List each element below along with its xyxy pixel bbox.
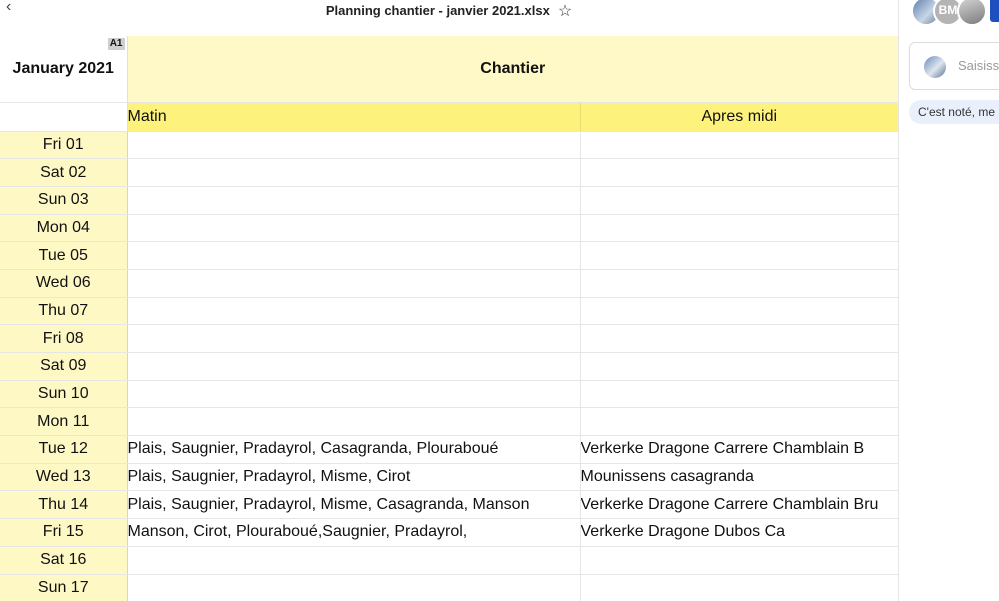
apres-midi-cell[interactable] [580,353,898,381]
apres-midi-cell[interactable]: Verkerke Dragone Dubos Ca [580,519,898,547]
table-row [0,463,898,491]
top-bar [0,0,898,22]
matin-cell[interactable] [127,186,580,214]
date-cell[interactable]: Fri 15 [0,519,127,547]
star-icon[interactable]: ☆ [557,3,573,20]
matin-cell[interactable] [127,214,580,242]
apres-midi-cell[interactable] [580,159,898,187]
share-button[interactable] [990,0,999,22]
matin-cell[interactable] [127,325,580,353]
table-row [0,491,898,519]
apres-midi-cell[interactable]: Verkerke Dragone Carrere Chamblain Bru [580,491,898,519]
matin-header-cell[interactable] [127,102,580,131]
apres-midi-cell[interactable]: Verkerke Dragone Carrere Chamblain B [580,436,898,464]
table-row [0,519,898,547]
apres-midi-cell[interactable] [580,242,898,270]
apres-midi-header-cell[interactable] [580,102,898,131]
table-row [0,297,898,325]
date-cell[interactable]: Thu 14 [0,491,127,519]
matin-cell[interactable]: Plais, Saugnier, Pradayrol, Misme, Casagranda, Manson [127,491,580,519]
matin-label: Matin [127,107,167,125]
month-label: January 2021 [12,59,114,77]
apres-midi-cell[interactable] [580,297,898,325]
table-row [0,353,898,381]
apres-midi-cell[interactable] [580,269,898,297]
matin-cell[interactable] [127,353,580,381]
month-header-cell[interactable] [0,36,127,102]
date-cell[interactable]: Fri 01 [0,131,127,159]
matin-cell[interactable] [127,574,580,601]
spreadsheet[interactable] [0,36,898,601]
date-cell[interactable]: Sun 03 [0,186,127,214]
date-cell[interactable]: Fri 08 [0,325,127,353]
date-cell[interactable]: Sat 09 [0,353,127,381]
current-user-avatar [924,56,946,78]
table-row [0,214,898,242]
date-cell[interactable]: Tue 12 [0,436,127,464]
cell-reference-badge: A1 [109,38,123,49]
date-cell[interactable]: Wed 13 [0,463,127,491]
table-row [0,242,898,270]
date-cell[interactable]: Sat 16 [0,546,127,574]
chevron-left-icon[interactable]: ‹ [6,0,12,15]
chantier-header-cell[interactable] [127,36,898,102]
table-row [0,574,898,601]
date-cell[interactable]: Tue 05 [0,242,127,270]
comment-message[interactable]: C'est noté, me [909,100,999,124]
apres-midi-cell[interactable] [580,131,898,159]
table-row [0,186,898,214]
date-cell[interactable]: Thu 07 [0,297,127,325]
apres-midi-cell[interactable] [580,408,898,436]
apres-midi-cell[interactable] [580,546,898,574]
table-row [0,436,898,464]
comment-input[interactable] [958,58,999,73]
matin-cell[interactable] [127,297,580,325]
table-row [0,269,898,297]
user-avatar-2[interactable] [957,0,987,26]
apres-midi-label: Apres midi [701,107,778,125]
table-row [0,325,898,353]
collaboration-panel [898,0,999,601]
date-cell[interactable]: Mon 04 [0,214,127,242]
table-row [0,408,898,436]
matin-cell[interactable] [127,159,580,187]
matin-cell[interactable] [127,380,580,408]
table-row [0,159,898,187]
initials-avatar[interactable]: BM [933,0,963,26]
matin-cell[interactable]: Plais, Saugnier, Pradayrol, Casagranda, Plouraboué [127,436,580,464]
date-cell[interactable]: Sun 17 [0,574,127,601]
date-cell[interactable]: Sun 10 [0,380,127,408]
matin-cell[interactable] [127,242,580,270]
blank-subheader-cell[interactable] [0,102,127,131]
apres-midi-cell[interactable] [580,214,898,242]
title-area [0,1,898,21]
date-cell[interactable]: Mon 11 [0,408,127,436]
table-row [0,131,898,159]
apres-midi-cell[interactable] [580,574,898,601]
file-title: Planning chantier - janvier 2021.xlsx [325,3,550,18]
date-cell[interactable]: Wed 06 [0,269,127,297]
matin-cell[interactable]: Manson, Cirot, Plouraboué,Saugnier, Pradayrol, [127,519,580,547]
apres-midi-cell[interactable] [580,325,898,353]
table-row [0,546,898,574]
matin-cell[interactable]: Plais, Saugnier, Pradayrol, Misme, Cirot [127,463,580,491]
matin-cell[interactable] [127,546,580,574]
table-row [0,380,898,408]
matin-cell[interactable] [127,269,580,297]
chantier-label: Chantier [480,59,546,77]
apres-midi-cell[interactable] [580,186,898,214]
matin-cell[interactable] [127,408,580,436]
apres-midi-cell[interactable] [580,380,898,408]
matin-cell[interactable] [127,131,580,159]
apres-midi-cell[interactable]: Mounissens casagranda [580,463,898,491]
comment-box [909,42,999,90]
date-cell[interactable]: Sat 02 [0,159,127,187]
